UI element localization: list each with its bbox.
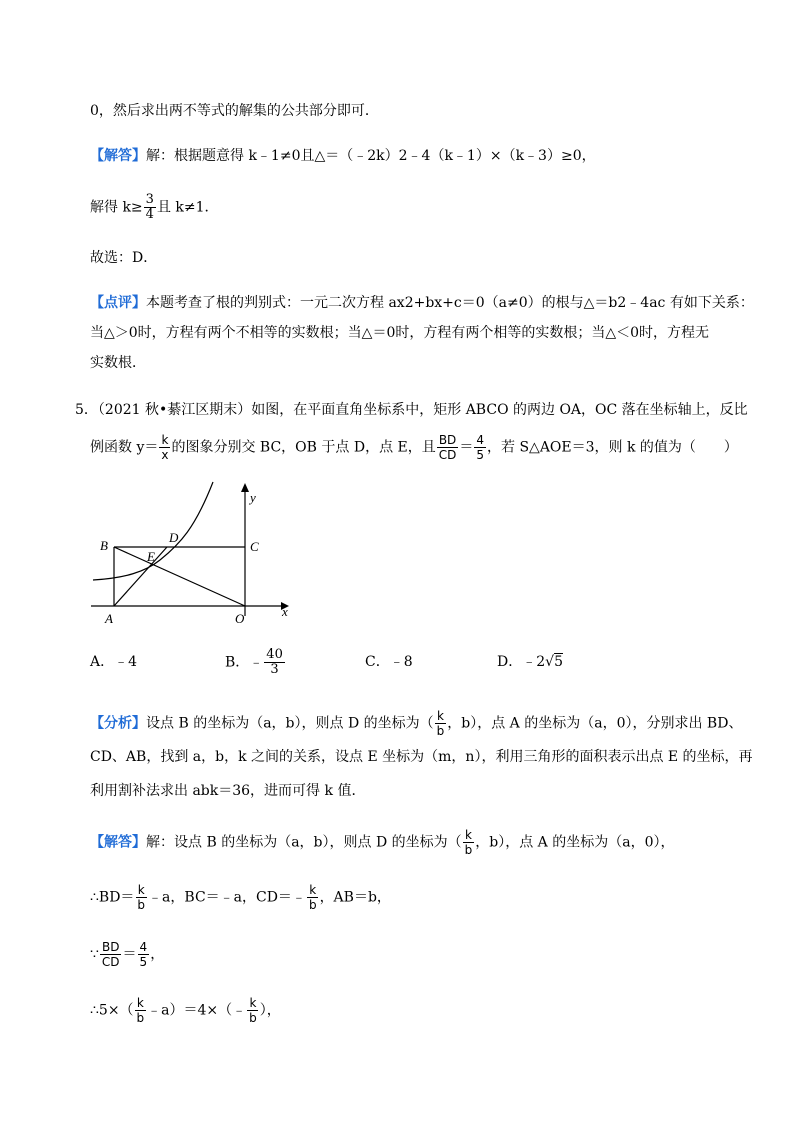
fraction-k-x	[159, 433, 170, 462]
frac-num: k	[161, 433, 169, 447]
s3-b: ＝	[122, 946, 137, 963]
frac-den: 5	[476, 448, 485, 462]
question-5-line-1: 5．（2021 秋•綦江区期末）如图，在平面直角坐标系中，矩形 ABCO 的两边 OA，OC 落在坐标轴上，反比	[75, 402, 748, 418]
fraction-bd-cd	[437, 433, 459, 462]
frac-den: x	[161, 448, 169, 462]
fraction-k-b-6	[247, 996, 259, 1025]
frac-num: BD	[438, 433, 457, 447]
q5-text-3: ＝	[459, 439, 474, 456]
frac-den: 3	[270, 662, 279, 677]
option-b	[225, 648, 286, 677]
frac-den: b	[136, 1011, 145, 1025]
label-d: D	[169, 530, 179, 545]
label-x: x	[282, 604, 288, 619]
answer-tag: 【解答】	[90, 148, 146, 164]
label-o: O	[235, 611, 245, 626]
frac-num: k	[464, 828, 472, 842]
solve-line	[90, 193, 219, 222]
option-b-pre: B．﹣	[225, 654, 264, 671]
solution-line-3	[90, 940, 164, 969]
frac-den: 5	[139, 955, 148, 969]
choice-line: 故选：D．	[90, 250, 158, 266]
frac-num: k	[436, 709, 444, 723]
analysis-post: ，b），点 A 的坐标为（a，0），分别求出 BD、	[447, 715, 743, 732]
analysis-tag: 【分析】	[90, 715, 146, 732]
label-e: E	[147, 549, 155, 564]
solution-line-2	[90, 883, 391, 912]
frac-den: CD	[101, 955, 120, 969]
fraction-k-b	[435, 709, 447, 738]
frac-den: b	[464, 843, 473, 857]
frac-num: k	[309, 883, 317, 897]
solve-post: 且 k≠1．	[156, 199, 219, 216]
analysis-line-1	[90, 709, 742, 738]
frac-num: k	[249, 996, 257, 1010]
comment-line-2: 当△＞0时，方程有两个不相等的实数根；当△＝0时，方程有两个相等的实数根；当△＜0时，方程无	[90, 325, 710, 341]
analysis-pre: 设点 B 的坐标为（a，b），则点 D 的坐标为（	[146, 715, 434, 732]
fraction-4-5	[474, 433, 486, 462]
fraction-k-b-2	[463, 828, 475, 857]
label-b: B	[100, 538, 108, 553]
fraction-3-4	[144, 193, 156, 222]
solution-tag: 【解答】	[90, 834, 146, 851]
label-y: y	[250, 490, 256, 505]
s4-c: ），	[259, 1002, 281, 1019]
frac-num: k	[136, 996, 144, 1010]
segment-bo	[114, 547, 245, 606]
label-a: A	[105, 611, 113, 626]
q5-text-1: 例函数 y＝	[90, 439, 159, 456]
s2-b: ﹣a，BC＝﹣a，CD＝﹣	[148, 889, 306, 906]
option-a: A．﹣4	[90, 654, 138, 670]
frac-num: BD	[101, 940, 120, 954]
frac-num: 4	[139, 940, 148, 954]
solution-line-4	[90, 996, 281, 1025]
frac-den: CD	[438, 448, 457, 462]
question-5-line-2	[90, 433, 738, 462]
comment-line-1	[90, 293, 754, 313]
line-1: 0，然后求出两不等式的解集的公共部分即可．	[90, 103, 379, 119]
frac-num: 4	[476, 433, 485, 447]
solve-pre: 解得 k≥	[90, 199, 143, 216]
geometry-figure	[85, 478, 295, 628]
frac-num: 40	[266, 647, 283, 662]
s4-a: ∴5×（	[90, 1002, 134, 1019]
s2-a: ∴BD＝	[90, 889, 135, 906]
fraction-k-b-3	[135, 883, 147, 912]
q5-text-4: ，若 S△AOE＝3，则 k 的值为（ ）	[487, 439, 738, 456]
q5-text-2: 的图象分别交 BC，OB 于点 D，点 E，且	[171, 439, 436, 456]
answer-text: 解：根据题意得 k﹣1≠0且△＝（﹣2k）2﹣4（k﹣1）×（k﹣3）≥0，	[146, 148, 596, 164]
analysis-line-2: CD、AB，找到 a，b，k 之间的关系，设点 E 坐标为（m，n），利用三角形的面积表示出点 E 的坐标，再	[90, 749, 753, 765]
comment-line-3: 实数根．	[90, 355, 146, 371]
comment-tag: 【点评】	[90, 295, 146, 311]
comment-text: 本题考查了根的判别式：一元二次方程 ax2+bx+c＝0（a≠0）的根与△＝b2﹣4ac 有如下关系：	[146, 295, 754, 311]
fraction-40-3	[264, 648, 285, 677]
frac-den: b	[436, 724, 445, 738]
fraction-bd-cd-2	[100, 940, 122, 969]
frac-den: b	[308, 898, 317, 912]
option-c: C．﹣8	[365, 654, 413, 670]
option-d	[497, 652, 563, 672]
hyperbola-curve	[93, 482, 213, 580]
frac-num: 3	[145, 192, 154, 207]
analysis-line-3: 利用割补法求出 abk＝36，进而可得 k 值．	[90, 783, 366, 799]
solution-line-1	[90, 828, 674, 857]
fraction-4-5-2	[138, 940, 150, 969]
sqrt-sign-icon: √	[545, 654, 555, 670]
s3-c: ，	[150, 946, 165, 963]
solution-pre: 解：设点 B 的坐标为（a，b），则点 D 的坐标为（	[146, 834, 462, 851]
solution-post: ，b），点 A 的坐标为（a，0），	[475, 834, 675, 851]
s3-a: ∵	[90, 946, 99, 963]
fraction-k-b-5	[135, 996, 147, 1025]
answer-line	[90, 146, 596, 166]
s2-c: ，AB＝b，	[319, 889, 391, 906]
frac-den: b	[249, 1011, 257, 1025]
frac-den: b	[137, 898, 146, 912]
y-axis-arrow	[241, 483, 249, 492]
frac-num: k	[137, 883, 145, 897]
label-c: C	[250, 539, 259, 554]
frac-den: 4	[145, 207, 154, 222]
fraction-k-b-4	[307, 883, 319, 912]
s4-b: ﹣a）＝4×（﹣	[147, 1002, 247, 1019]
option-d-pre: D．﹣2	[497, 654, 546, 670]
option-d-root: 5	[554, 654, 563, 670]
